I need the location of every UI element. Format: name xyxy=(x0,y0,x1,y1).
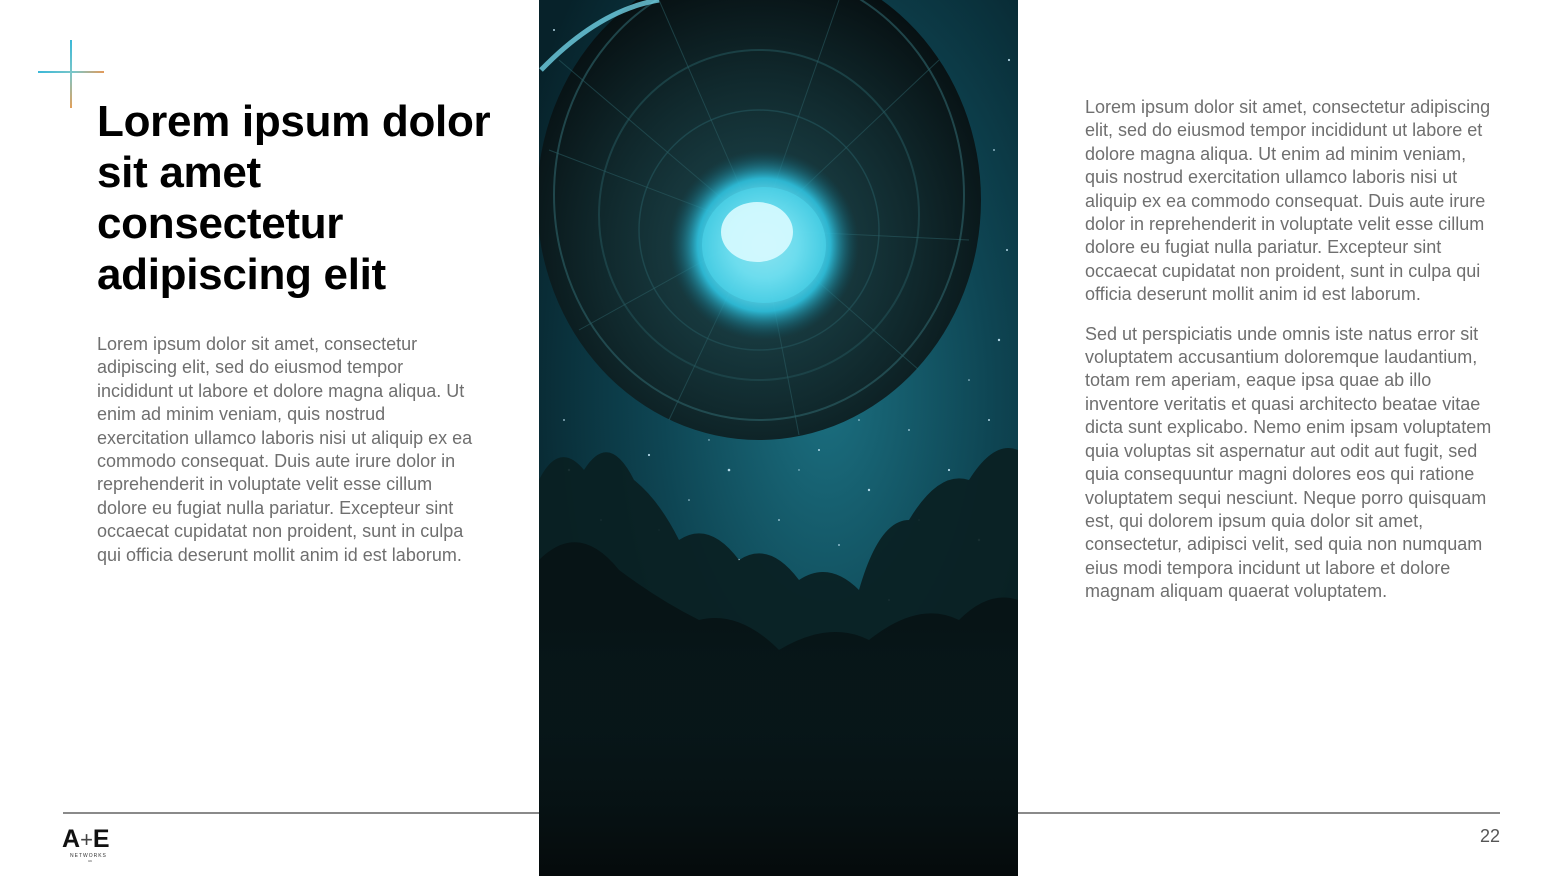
ufo-forest-image xyxy=(539,0,1018,876)
footer-divider-left xyxy=(63,812,539,814)
body-right-paragraph-1: Lorem ipsum dolor sit amet, consectetur adipiscing elit, sed do eiusmod tempor incididunt ut labore et dolore magna aliqua. Ut enim ad minim veniam, quis nostrud exercitation ullamco laboris nisi ut aliquip ex ea commodo consequat. Duis aute irure dolor in reprehenderit in voluptate velit esse cillum dolore eu fugiat nulla pariatur. Excepteur sint occaecat cupidatat non proident, sunt in culpa qui officia deserunt mollit anim id est laborum. xyxy=(1085,97,1491,305)
footer-divider-right xyxy=(1018,812,1500,814)
logo-letter-e: E xyxy=(92,825,109,853)
body-right-paragraph-2: Sed ut perspiciatis unde omnis iste natus error sit voluptatem accusantium doloremque laudantium, totam rem aperiam, eaque ipsa quae ab illo inventore veritatis et quasi architecto beatae vitae dicta sunt explicabo. Nemo enim ipsam voluptatem quia voluptas sit aspernatur aut odit aut fugit, sed quia consequuntur magni dolores eos qui ratione voluptatem sequi nesciunt. Neque porro quisquam est, qui dolorem ipsum quia dolor sit amet, consectetur, adipisci velit, sed quia non numquam eius modi tempora incidunt ut labore et dolore magnam aliquam quaerat voluptatem. xyxy=(1085,323,1492,602)
logo-subtext: NETWORKS xyxy=(70,853,107,859)
ae-networks-logo xyxy=(62,826,122,866)
logo-subtext-region: UK xyxy=(88,859,93,863)
page-number: 22 xyxy=(1479,826,1500,846)
decorative-cross-icon xyxy=(38,40,104,108)
slide-title: Lorem ipsum dolor sit amet consectetur adipiscing elit xyxy=(97,97,491,299)
body-text-right xyxy=(1085,96,1495,620)
logo-letter-a: A xyxy=(62,825,80,853)
logo-plus: + xyxy=(80,827,92,852)
body-text-left: Lorem ipsum dolor sit amet, consectetur adipiscing elit, sed do eiusmod tempor incididunt ut labore et dolore magna aliqua. Ut enim ad minim veniam, quis nostrud exercitation ullamco laboris nisi ut aliquip ex ea commodo consequat. Duis aute irure dolor in reprehenderit in voluptate velit esse cillum dolore eu fugiat nulla pariatur. Excepteur sint occaecat cupidatat non proident, sunt in culpa qui officia deserunt mollit anim id est laborum. xyxy=(97,334,473,565)
